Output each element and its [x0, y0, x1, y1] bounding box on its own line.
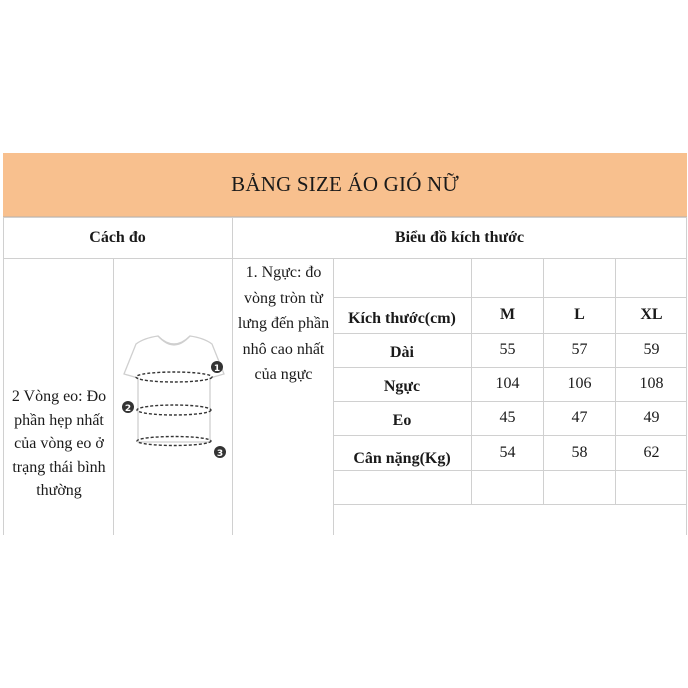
table-cell: 57 — [571, 341, 588, 358]
svg-text:2: 2 — [124, 404, 132, 414]
table-cell: 47 — [571, 409, 588, 426]
table-cell: 55 — [499, 341, 516, 358]
table-cell: 58 — [571, 444, 588, 461]
title-text: BẢNG SIZE ÁO GIÓ NỮ — [231, 172, 459, 196]
size-m: M — [499, 306, 516, 323]
marker-1-icon — [211, 361, 223, 374]
shirt-diagram — [114, 330, 234, 470]
size-chart-header — [233, 217, 686, 258]
row-label: Eo — [392, 412, 412, 429]
table-cell: 59 — [643, 341, 660, 358]
marker-2-icon — [122, 401, 134, 414]
row-label: Dài — [390, 344, 414, 361]
how-to-measure-header — [3, 217, 232, 258]
marker-3-icon — [214, 446, 226, 459]
chest-instruction: 1. Ngực: đo vòng tròn từ lưng đến phần nhô cao nhất của ngực — [237, 264, 330, 383]
table-header-label: Kích thước(cm) — [348, 310, 456, 327]
shirt-outline — [124, 336, 224, 442]
divider — [3, 217, 4, 535]
size-chart-label: Biểu đồ kích thước — [394, 228, 525, 246]
row-label: Ngực — [383, 378, 421, 395]
how-to-measure-label: Cách đo — [89, 228, 146, 246]
chest-measure-line — [136, 372, 212, 382]
size-xl: XL — [640, 306, 663, 323]
svg-text:1: 1 — [213, 364, 221, 374]
table-cell: 62 — [643, 444, 660, 461]
table-cell: 49 — [643, 409, 660, 426]
table-cell: 54 — [499, 444, 516, 461]
hip-measure-line — [137, 437, 211, 446]
waist-instruction: 2 Vòng eo: Đo phần hẹp nhất của vòng eo ở trạng thái bình thường — [11, 388, 107, 499]
divider — [3, 258, 687, 259]
row-label: Cân nặng(Kg) — [353, 450, 451, 467]
page-title — [3, 153, 687, 217]
table-cell: 104 — [495, 375, 520, 392]
table-cell: 106 — [567, 375, 592, 392]
table-cell: 108 — [639, 375, 664, 392]
divider — [333, 504, 687, 505]
waist-measure-line — [137, 405, 211, 415]
table-cell: 45 — [499, 409, 516, 426]
svg-text:3: 3 — [216, 449, 224, 459]
size-l: L — [574, 306, 585, 323]
